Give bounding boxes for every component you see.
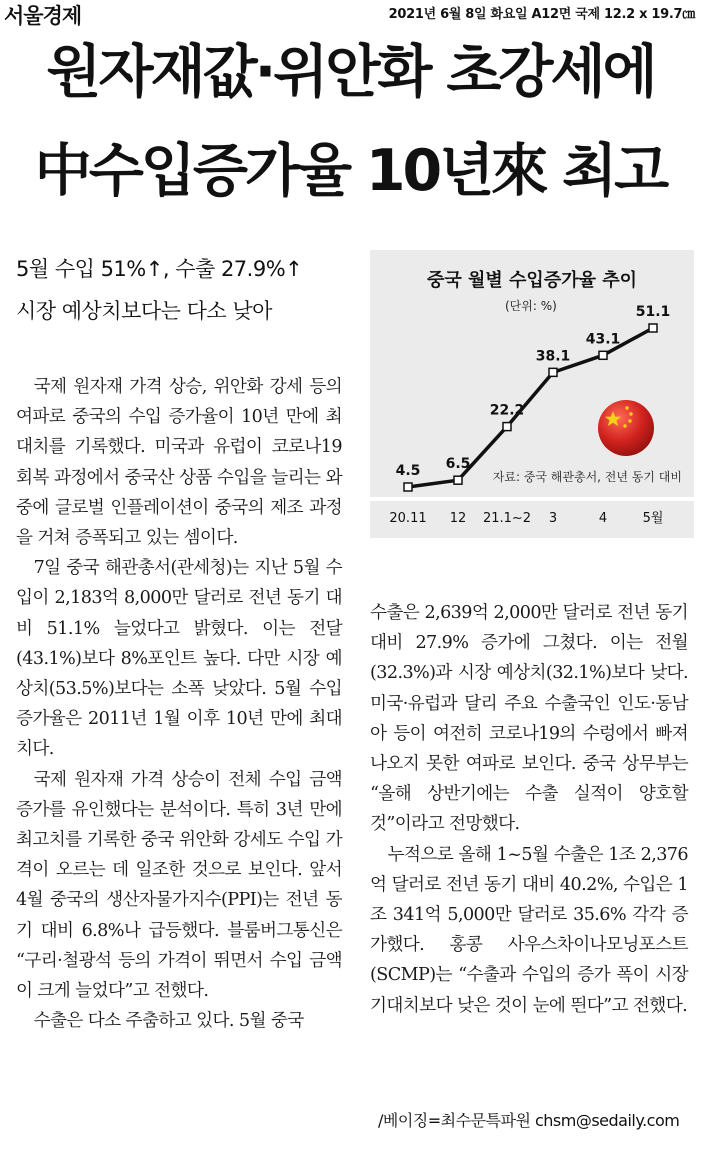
x-tick-label: 5월 <box>642 511 664 526</box>
data-label: 38.1 <box>535 348 571 365</box>
article-paragraph: 국제 원자재 가격 상승이 전체 수입 금액 증가를 유인했다는 분석이다. 특히 3년 만에 최고치를 기록한 중국 위안화 강세도 수입 가격이 오르는 데 일조한 것으로 보인다. 앞서 4월 중국의 생산자물가지수(PPI)는 전년 동기 대비 6.8%나 급등했다. 블룸버그통신은 “구리·철광석 등의 가격이 뛰면서 수입 금액이 크게 늘었다”고 전했다. <box>16 769 342 1002</box>
data-point <box>503 423 511 431</box>
x-tick-label: 21.1~2 <box>482 511 532 526</box>
data-label: 6.5 <box>445 456 471 473</box>
x-tick-label: 4 <box>598 511 608 526</box>
article-column-left <box>16 372 342 1036</box>
headline-line-2: 中수입증가율 10년來 최고 <box>34 138 667 204</box>
data-point <box>549 368 557 376</box>
chart-source-note: 자료: 중국 해관총서, 전년 동기 대비 <box>492 470 682 484</box>
dateline: 2021년 6월 8일 화요일 A12면 국제 12.2 x 19.7㎝ <box>388 7 695 22</box>
chart-canvas <box>370 250 694 538</box>
chart-unit-note: (단위: %) <box>505 299 557 313</box>
headline-line-1: 원자재값·위안화 초강세에 <box>46 39 655 105</box>
newspaper-masthead: 서울경제 <box>4 4 82 28</box>
article-column-right <box>370 598 688 1021</box>
data-label: 4.5 <box>395 463 421 479</box>
byline: /베이징=최수문특파원 chsm@sedaily.com <box>378 1111 680 1130</box>
import-growth-chart <box>370 250 694 538</box>
data-point <box>454 476 462 484</box>
china-flag-ball-icon <box>598 400 654 456</box>
x-tick-label: 20.11 <box>389 511 427 526</box>
data-point <box>599 351 607 359</box>
chart-title: 중국 월별 수입증가율 추이 <box>426 270 638 291</box>
data-label: 43.1 <box>585 331 621 348</box>
subheadline-line-2: 시장 예상치보다는 다소 낮아 <box>16 299 272 323</box>
article-paragraph: 누적으로 올해 1~5월 수출은 1조 2,376억 달러로 전년 동기 대비 40.2%, 수입은 1조 341억 5,000만 달러로 35.6% 각각 증가했다. 홍콩 사우스차이나모닝포스트(SCMP)는 “수출과 수입의 증가 폭이 시장 기대치보다 낮은 것이 눈에 띈다”고 전했다. <box>370 844 688 1016</box>
data-label: 51.1 <box>635 304 671 320</box>
article-paragraph: 수출은 다소 주춤하고 있다. 5월 중국 <box>33 1011 304 1032</box>
data-label: 22.2 <box>489 402 525 419</box>
article-paragraph: 7일 중국 해관총서(관세청)는 지난 5월 수입이 2,183억 8,000만 달러로 전년 동기 대비 51.1% 늘었다고 밝혔다. 이는 전달(43.1%)보다 8%포인트 높다. 다만 시장 예상치(53.5%)보다는 소폭 낮았다. 5월 수입 증가율은 2011년 1월 이후 10년 만에 최대치다. <box>16 558 342 760</box>
x-tick-label: 3 <box>548 511 558 526</box>
article-paragraph: 수출은 2,639억 2,000만 달러로 전년 동기 대비 27.9% 증가에 그쳤다. 이는 전월(32.3%)과 시장 예상치(32.1%)보다 낮다. 미국·유럽과 달리 주요 수출국인 인도·동남아 등이 여전히 코로나19의 수렁에서 빠져나오지 못한 여파로 보인다. 중국 상무부는 “올해 상반기에는 수출 실적이 양호할 것”이라고 전망했다. <box>370 603 688 835</box>
data-point <box>649 324 657 332</box>
x-tick-label: 12 <box>449 511 467 526</box>
article-paragraph: 국제 원자재 가격 상승, 위안화 강세 등의 여파로 중국의 수입 증가율이 10년 만에 최대치를 기록했다. 미국과 유럽이 코로나19 회복 과정에서 중국산 상품 수입을 늘리는 와중에 글로벌 인플레이션이 중국의 제조 과정을 거쳐 증폭되고 있는 셈이다. <box>16 377 342 549</box>
data-point <box>404 483 412 491</box>
subheadline-line-1: 5월 수입 51%↑, 수출 27.9%↑ <box>16 257 303 281</box>
